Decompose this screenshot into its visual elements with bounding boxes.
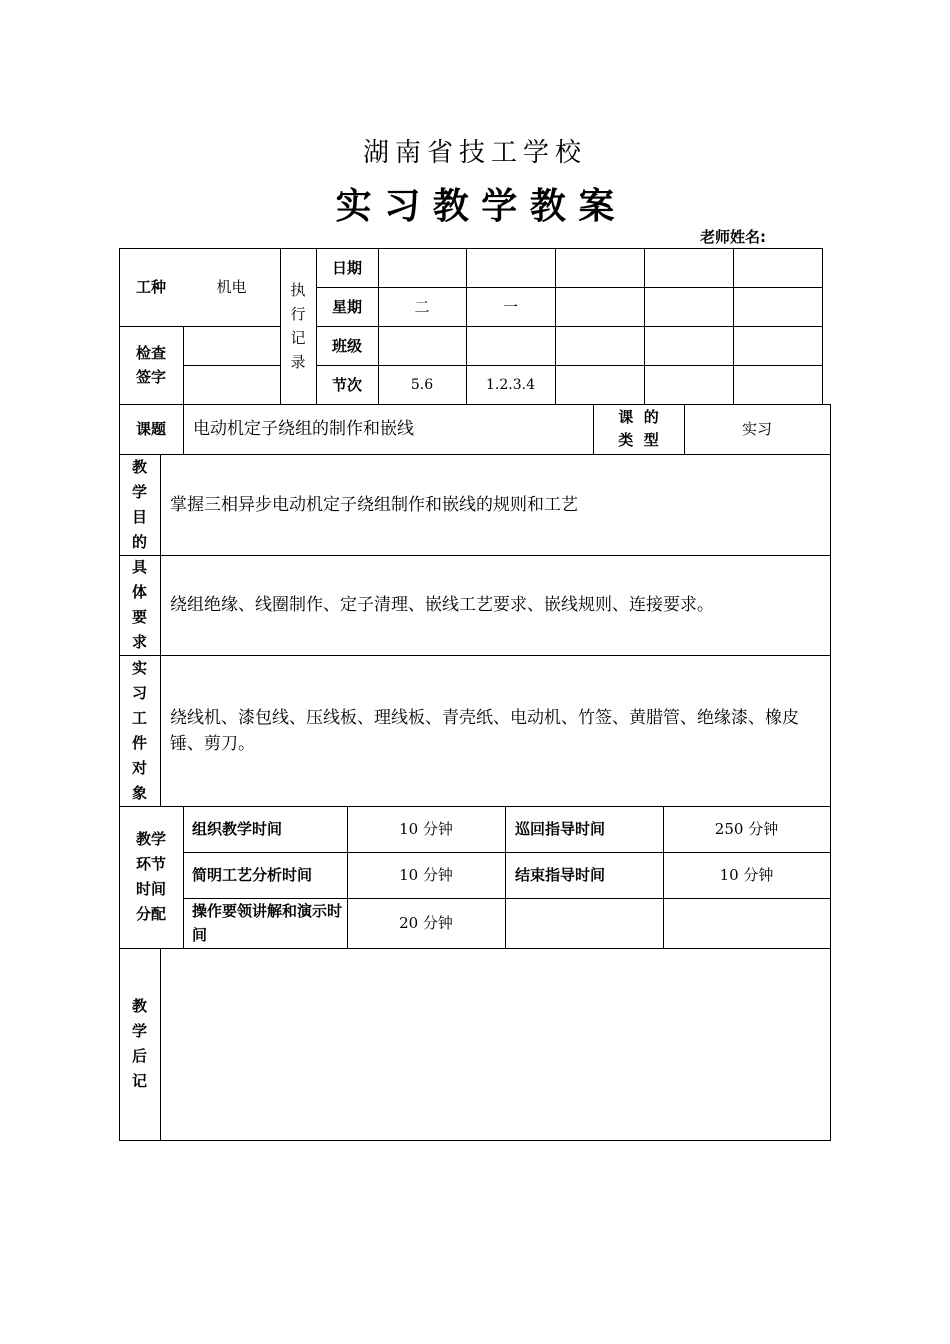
requirements-label: 具 体 要 求 (131, 558, 147, 651)
timing-row2-a-value: 10 分钟 (399, 866, 453, 884)
period-value-2: 1.2.3.4 (486, 376, 535, 393)
timing-row1-a-label: 组织教学时间 (192, 820, 283, 838)
weekday-label: 星期 (331, 297, 362, 316)
period-value-1: 5.6 (410, 376, 434, 393)
timing-row3-a-value: 20 分钟 (399, 914, 453, 932)
topic-label: 课题 (135, 420, 166, 438)
timing-row2-b-value: 10 分钟 (719, 866, 774, 884)
goal-label: 教 学 目 的 (131, 457, 147, 551)
timing-row1-b-label: 巡回指导时间 (515, 820, 606, 838)
teacher-name-label: 老师姓名: (700, 228, 766, 246)
requirements-text: 绕组绝缘、线圈制作、定子清理、嵌线工艺要求、嵌线规则、连接要求。 (170, 595, 714, 615)
page-title: 实 习 教 学 教 案 (335, 186, 615, 227)
class-label: 班级 (331, 336, 362, 355)
notes-label: 教 学 后 记 (131, 997, 147, 1090)
lesson-type-label: 课 的 类 型 (618, 408, 659, 449)
school-name: 湖南省技工学校 (362, 138, 587, 168)
timing-row2-b-label: 结束指导时间 (515, 866, 606, 884)
date-label: 日期 (331, 258, 362, 277)
lesson-type-value: 实习 (741, 420, 772, 438)
period-label: 节次 (331, 375, 362, 394)
weekday-value-2: 一 (502, 297, 518, 316)
timing-row3-b-label (505, 898, 663, 948)
check-sign-label: 检查 签字 (135, 344, 166, 386)
weekday-value-1: 二 (414, 297, 430, 316)
trade-label: 工种 (135, 278, 166, 296)
exec-record-label: 执 行 记 录 (290, 281, 306, 371)
timing-label: 教学 环节 时间 分配 (135, 830, 166, 923)
timing-row3-b-value (663, 898, 830, 948)
objects-label: 实 习 工 件 对 象 (131, 658, 147, 802)
timing-row1-a-value: 10 分钟 (399, 820, 453, 838)
notes-field[interactable] (161, 949, 830, 1140)
goal-text: 掌握三相异步电动机定子绕组制作和嵌线的规则和工艺 (170, 494, 578, 515)
trade-value: 机电 (216, 278, 247, 296)
topic-value: 电动机定子绕组的制作和嵌线 (193, 419, 414, 439)
objects-text: 绕线机、漆包线、压线板、理线板、青壳纸、电动机、竹签、黄腊管、绝缘漆、橡皮锤、剪刀。 (170, 707, 799, 754)
timing-row1-b-value: 250 分钟 (714, 820, 779, 838)
timing-row3-a-label: 操作要领讲解和演示时间 (192, 902, 343, 944)
timing-row2-a-label: 简明工艺分析时间 (192, 866, 313, 884)
